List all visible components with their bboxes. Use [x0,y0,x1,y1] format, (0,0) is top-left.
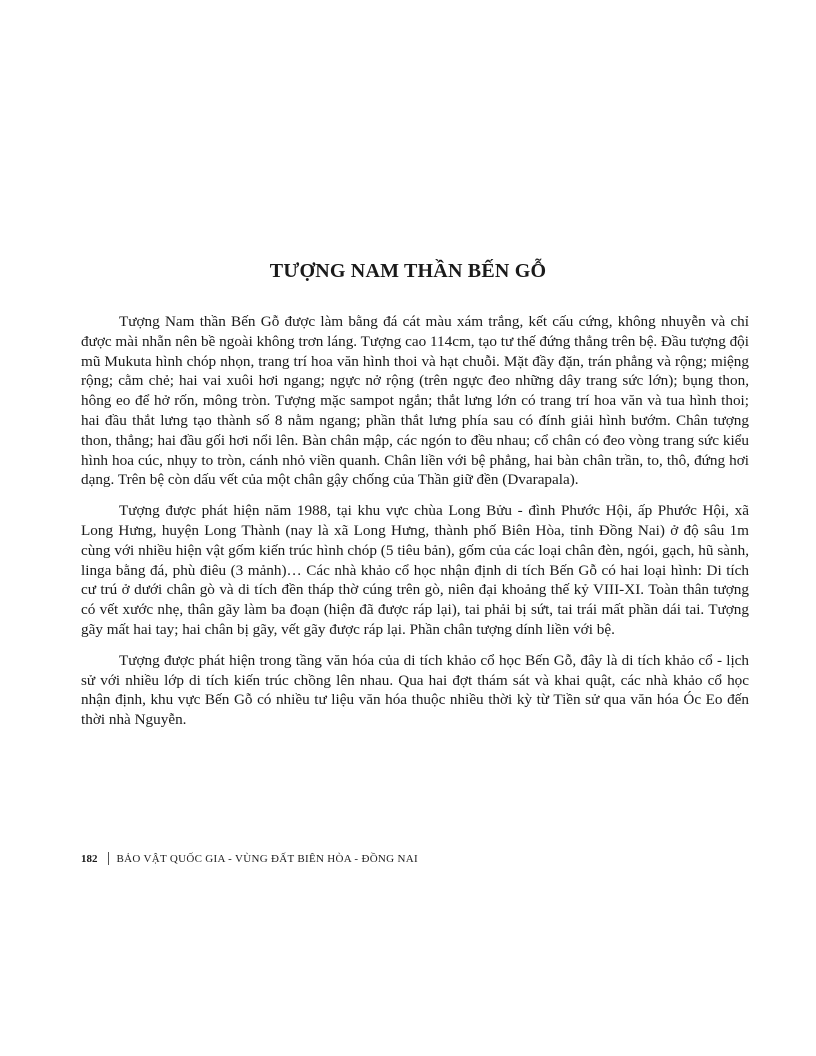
footer-divider [108,852,109,865]
page-title: TƯỢNG NAM THẦN BẾN GỖ [269,260,547,282]
page-number: 182 [81,852,98,865]
publication-title: BẢO VẬT QUỐC GIA - VÙNG ĐẤT BIÊN HÒA - ĐỒNG NAI [116,852,418,865]
page-footer [81,852,418,865]
paragraph-description: Tượng Nam thần Bến Gỗ được làm bằng đá cát màu xám trắng, kết cấu cứng, không nhuyễn và chỉ được mài nhẵn nên bề ngoài không trơn láng. Tượng cao 114cm, tạo tư thế đứng thẳng trên bệ. Đầu tượng đội mũ Mukuta hình chóp nhọn, trang trí hoa văn hình thoi và hạt chuỗi. Mặt đầy đặn, trán phẳng và rộng; miệng rộng; cằm chẻ; hai vai xuôi hơi ngang; ngực nở rộng (trên ngực đeo những dây trang sức lớn); bụng thon, hông eo để hở rốn, mông tròn. Tượng mặc sampot ngắn; thắt lưng lớn có trang trí hoa văn và tua hình thoi; hai đầu thắt lưng tạo thành số 8 nằm ngang; phần thắt lưng phía sau có đính giải hình bướm. Chân tượng thon, thẳng; hai đầu gối hơi nổi lên. Bàn chân mập, các ngón to đều nhau; cổ chân có đeo vòng trang sức kiểu hình hoa cúc, nhụy to tròn, cánh nhỏ viền quanh. Chân liền với bệ phẳng, hai bàn chân trần, to, thô, đứng hơi dạng. Trên bệ còn dấu vết của một chân gậy chống của Thần giữ đền (Dvarapala). [81,313,749,489]
paragraph-context: Tượng được phát hiện trong tầng văn hóa của di tích khảo cổ học Bến Gỗ, đây là di tích khảo cổ - lịch sử với nhiều lớp di tích kiến trúc chồng lên nhau. Qua hai đợt thám sát và khai quật, các nhà khảo cổ học nhận định, khu vực Bến Gỗ có nhiều tư liệu văn hóa thuộc nhiều thời kỳ từ Tiền sử qua văn hóa Óc Eo đến thời nhà Nguyễn. [81,651,749,729]
article-body [81,312,749,741]
paragraph-discovery: Tượng được phát hiện năm 1988, tại khu vực chùa Long Bửu - đình Phước Hội, ấp Phước Hội, xã Long Hưng, huyện Long Thành (nay là xã Long Hưng, thành phố Biên Hòa, tỉnh Đồng Nai) ở độ sâu 1m cùng với nhiều hiện vật gốm kiến trúc hình chóp (5 tiêu bản), gốm của các loại chân đèn, ngói, gạch, hũ sành, linga bằng đá, phù điêu (3 mảnh)… Các nhà khảo cổ học nhận định di tích Bến Gỗ có hai loại hình: Di tích cư trú ở dưới chân gò và di tích đền tháp thờ cúng trên gò, niên đại khoảng thế kỷ VIII-XI. Toàn thân tượng có vết xước nhẹ, thân gãy làm ba đoạn (hiện đã được ráp lại), tai phải bị sứt, tai trái mất phần dái tai. Tượng gãy mất hai tay; hai chân bị gãy, vết gãy được ráp lại. Phần chân tượng dính liền với bệ. [81,502,749,638]
